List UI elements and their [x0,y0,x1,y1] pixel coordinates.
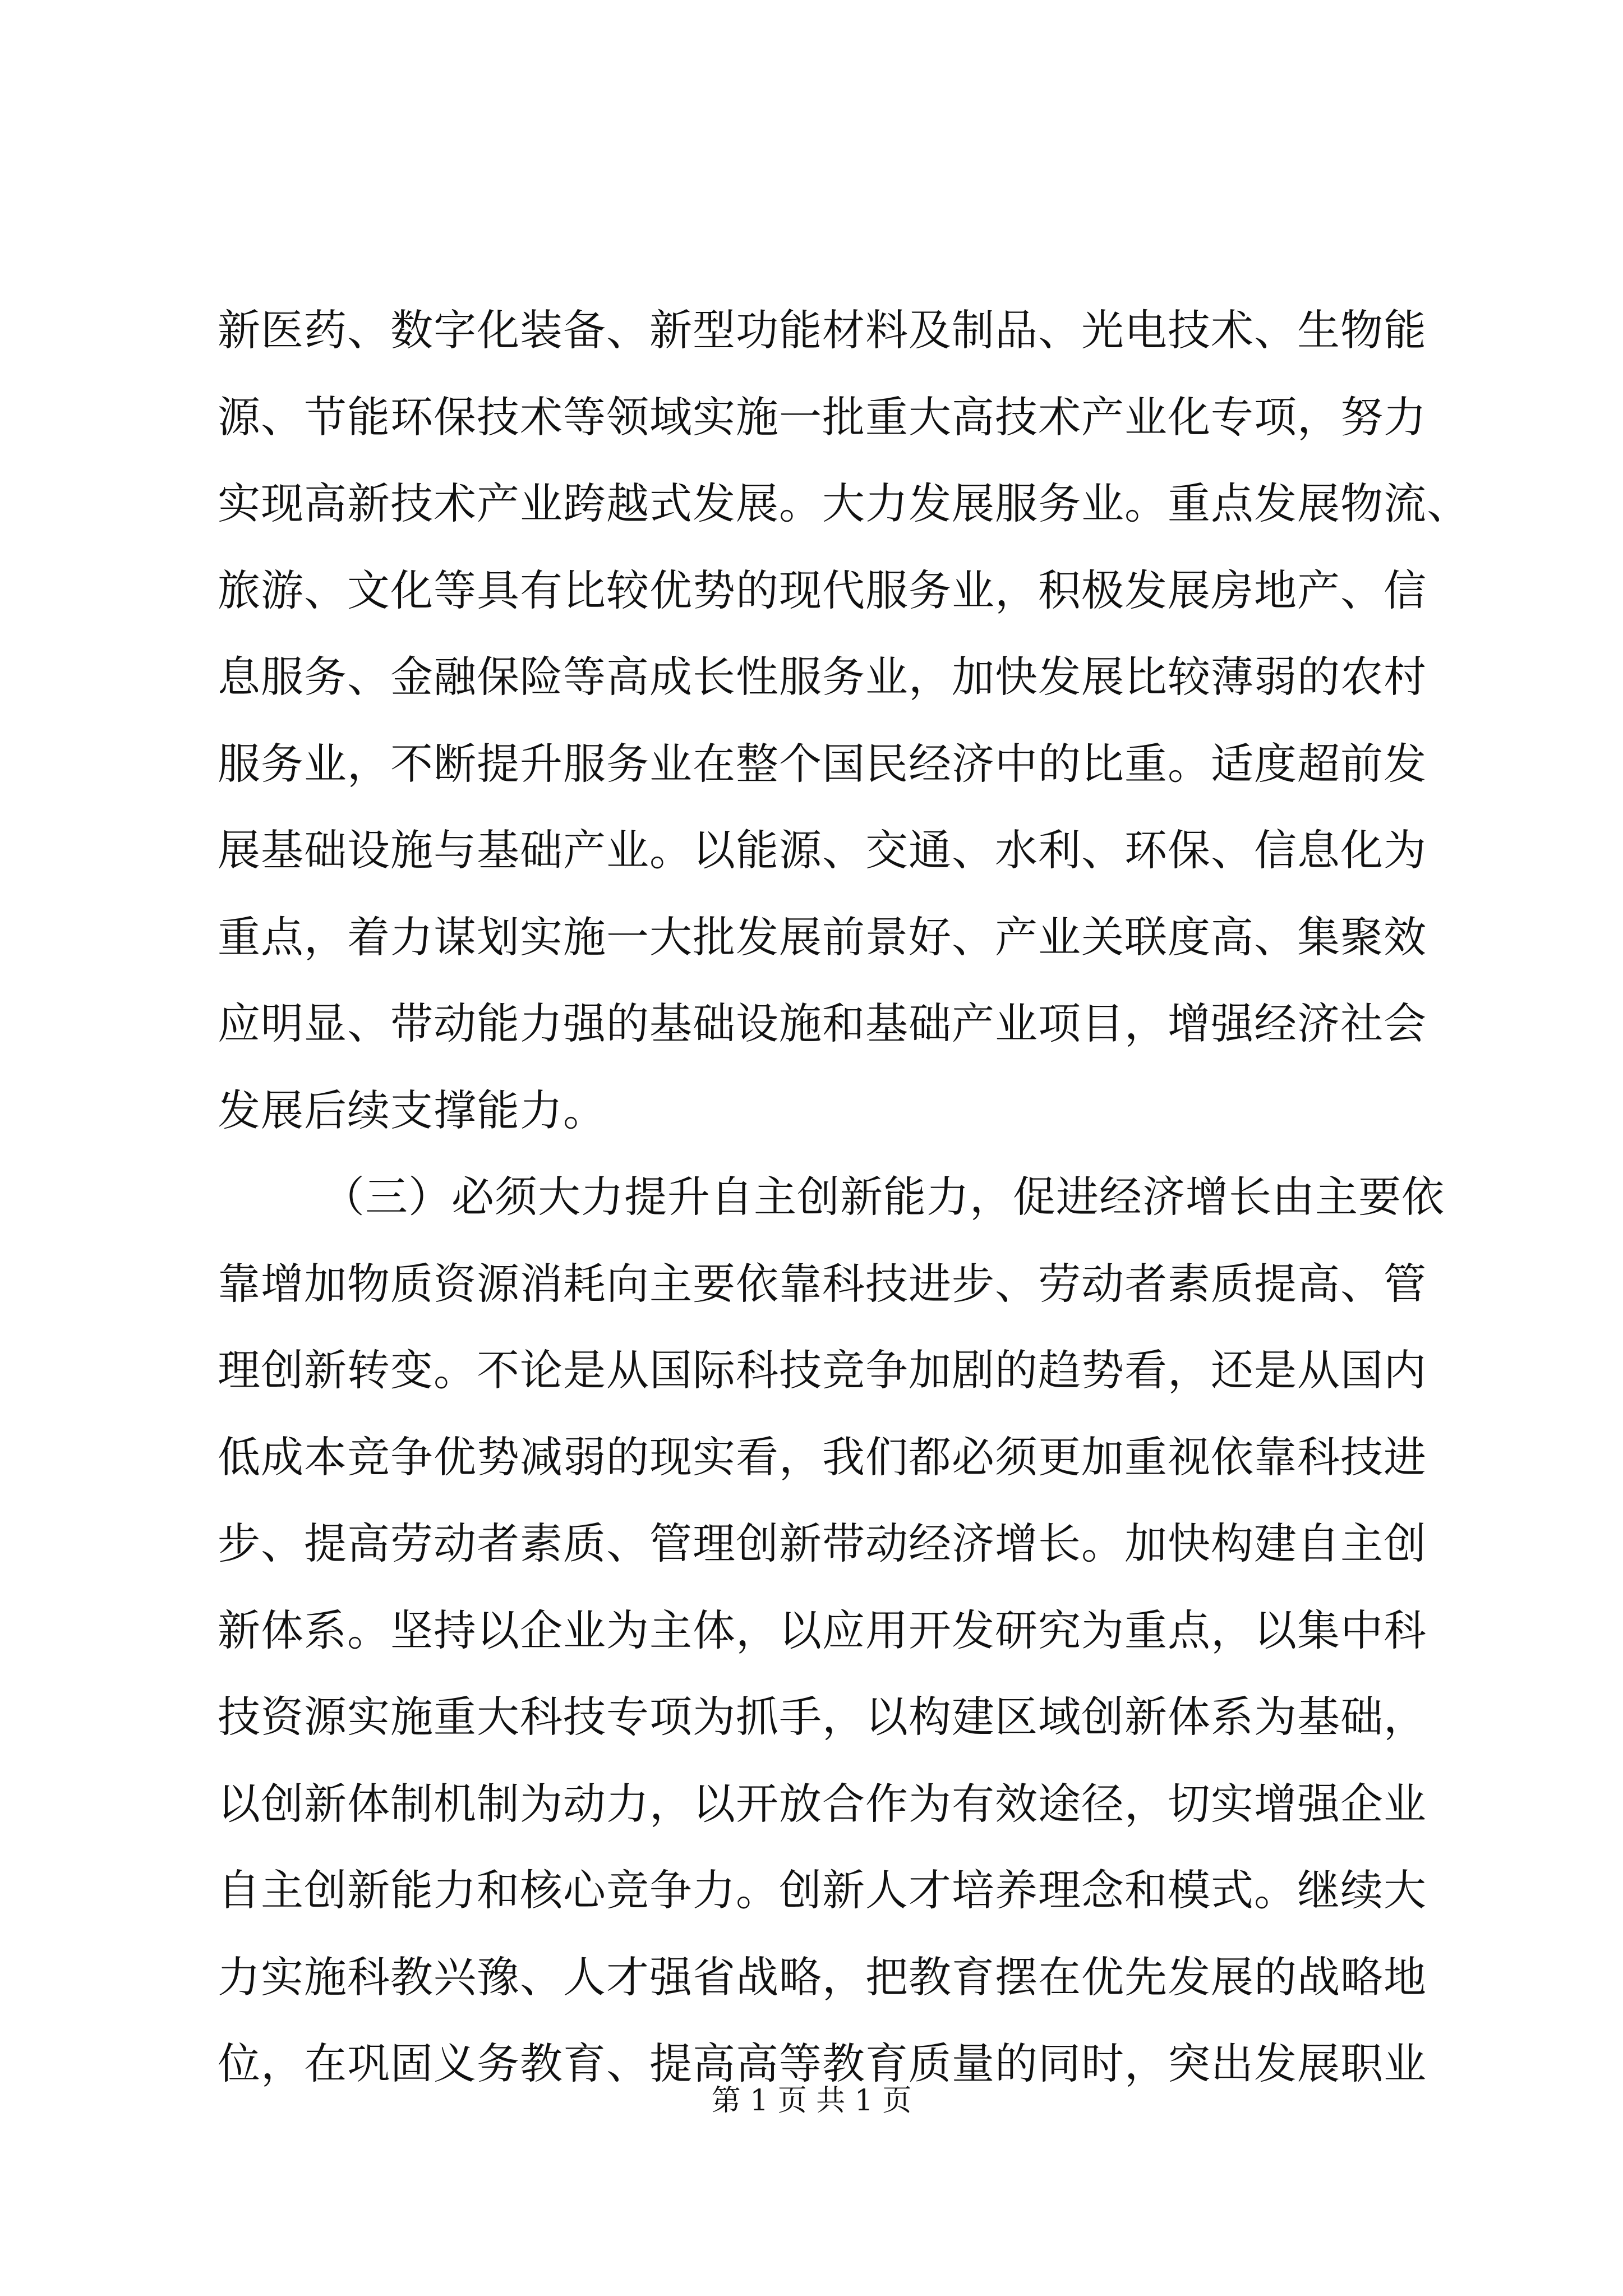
document-body [218,287,1470,2108]
text-line: 以创新体制机制为动力，以开放合作为有效途径，切实增强企业 [218,1778,1427,1829]
text-line: 重点，着力谋划实施一大批发展前景好、产业关联度高、集聚效 [218,912,1427,962]
text-line: 靠增加物质资源消耗向主要依靠科技进步、劳动者素质提高、管 [218,1258,1427,1309]
page-number-footer: 第 1 页 共 1 页 [711,2084,912,2118]
text-line: 步、提高劳动者素质、管理创新带动经济增长。加快构建自主创 [218,1519,1427,1568]
text-line: （三）必须大力提升自主创新能力，促进经济增长由主要依 [322,1172,1445,1222]
paragraph-1 [218,287,1470,1154]
text-line: 技资源实施重大科技专项为抓手，以构建区域创新体系为基础， [218,1692,1427,1742]
text-line: 位，在巩固义务教育、提高高等教育质量的同时，突出发展职业 [218,2039,1427,2088]
text-line: 新体系。坚持以企业为主体，以应用开发研究为重点，以集中科 [218,1605,1427,1655]
text-line: 实现高新技术产业跨越式发展。大力发展服务业。重点发展物流、 [218,478,1470,528]
text-line: 发展后续支撑能力。 [218,1085,606,1135]
text-line: 展基础设施与基础产业。以能源、交通、水利、环保、信息化为 [218,825,1427,875]
text-line: 应明显、带动能力强的基础设施和基础产业项目，增强经济社会 [218,999,1427,1048]
paragraph-2 [218,1154,1445,2108]
text-line: 服务业，不断提升服务业在整个国民经济中的比重。适度超前发 [218,738,1427,789]
text-line: 自主创新能力和核心竞争力。创新人才培养理念和模式。继续大 [218,1865,1427,1915]
text-line: 源、节能环保技术等领域实施一批重大高技术产业化专项，努力 [218,392,1427,442]
text-line: 低成本竞争优势减弱的现实看，我们都必须更加重视依靠科技进 [218,1432,1427,1482]
text-line: 力实施科教兴豫、人才强省战略，把教育摆在优先发展的战略地 [218,1952,1427,2002]
text-line: 理创新转变。不论是从国际科技竞争加剧的趋势看，还是从国内 [218,1345,1427,1395]
text-line: 息服务、金融保险等高成长性服务业，加快发展比较薄弱的农村 [218,652,1427,702]
text-line: 旅游、文化等具有比较优势的现代服务业，积极发展房地产、信 [218,565,1427,615]
text-line: 新医药、数字化装备、新型功能材料及制品、光电技术、生物能 [218,305,1427,355]
